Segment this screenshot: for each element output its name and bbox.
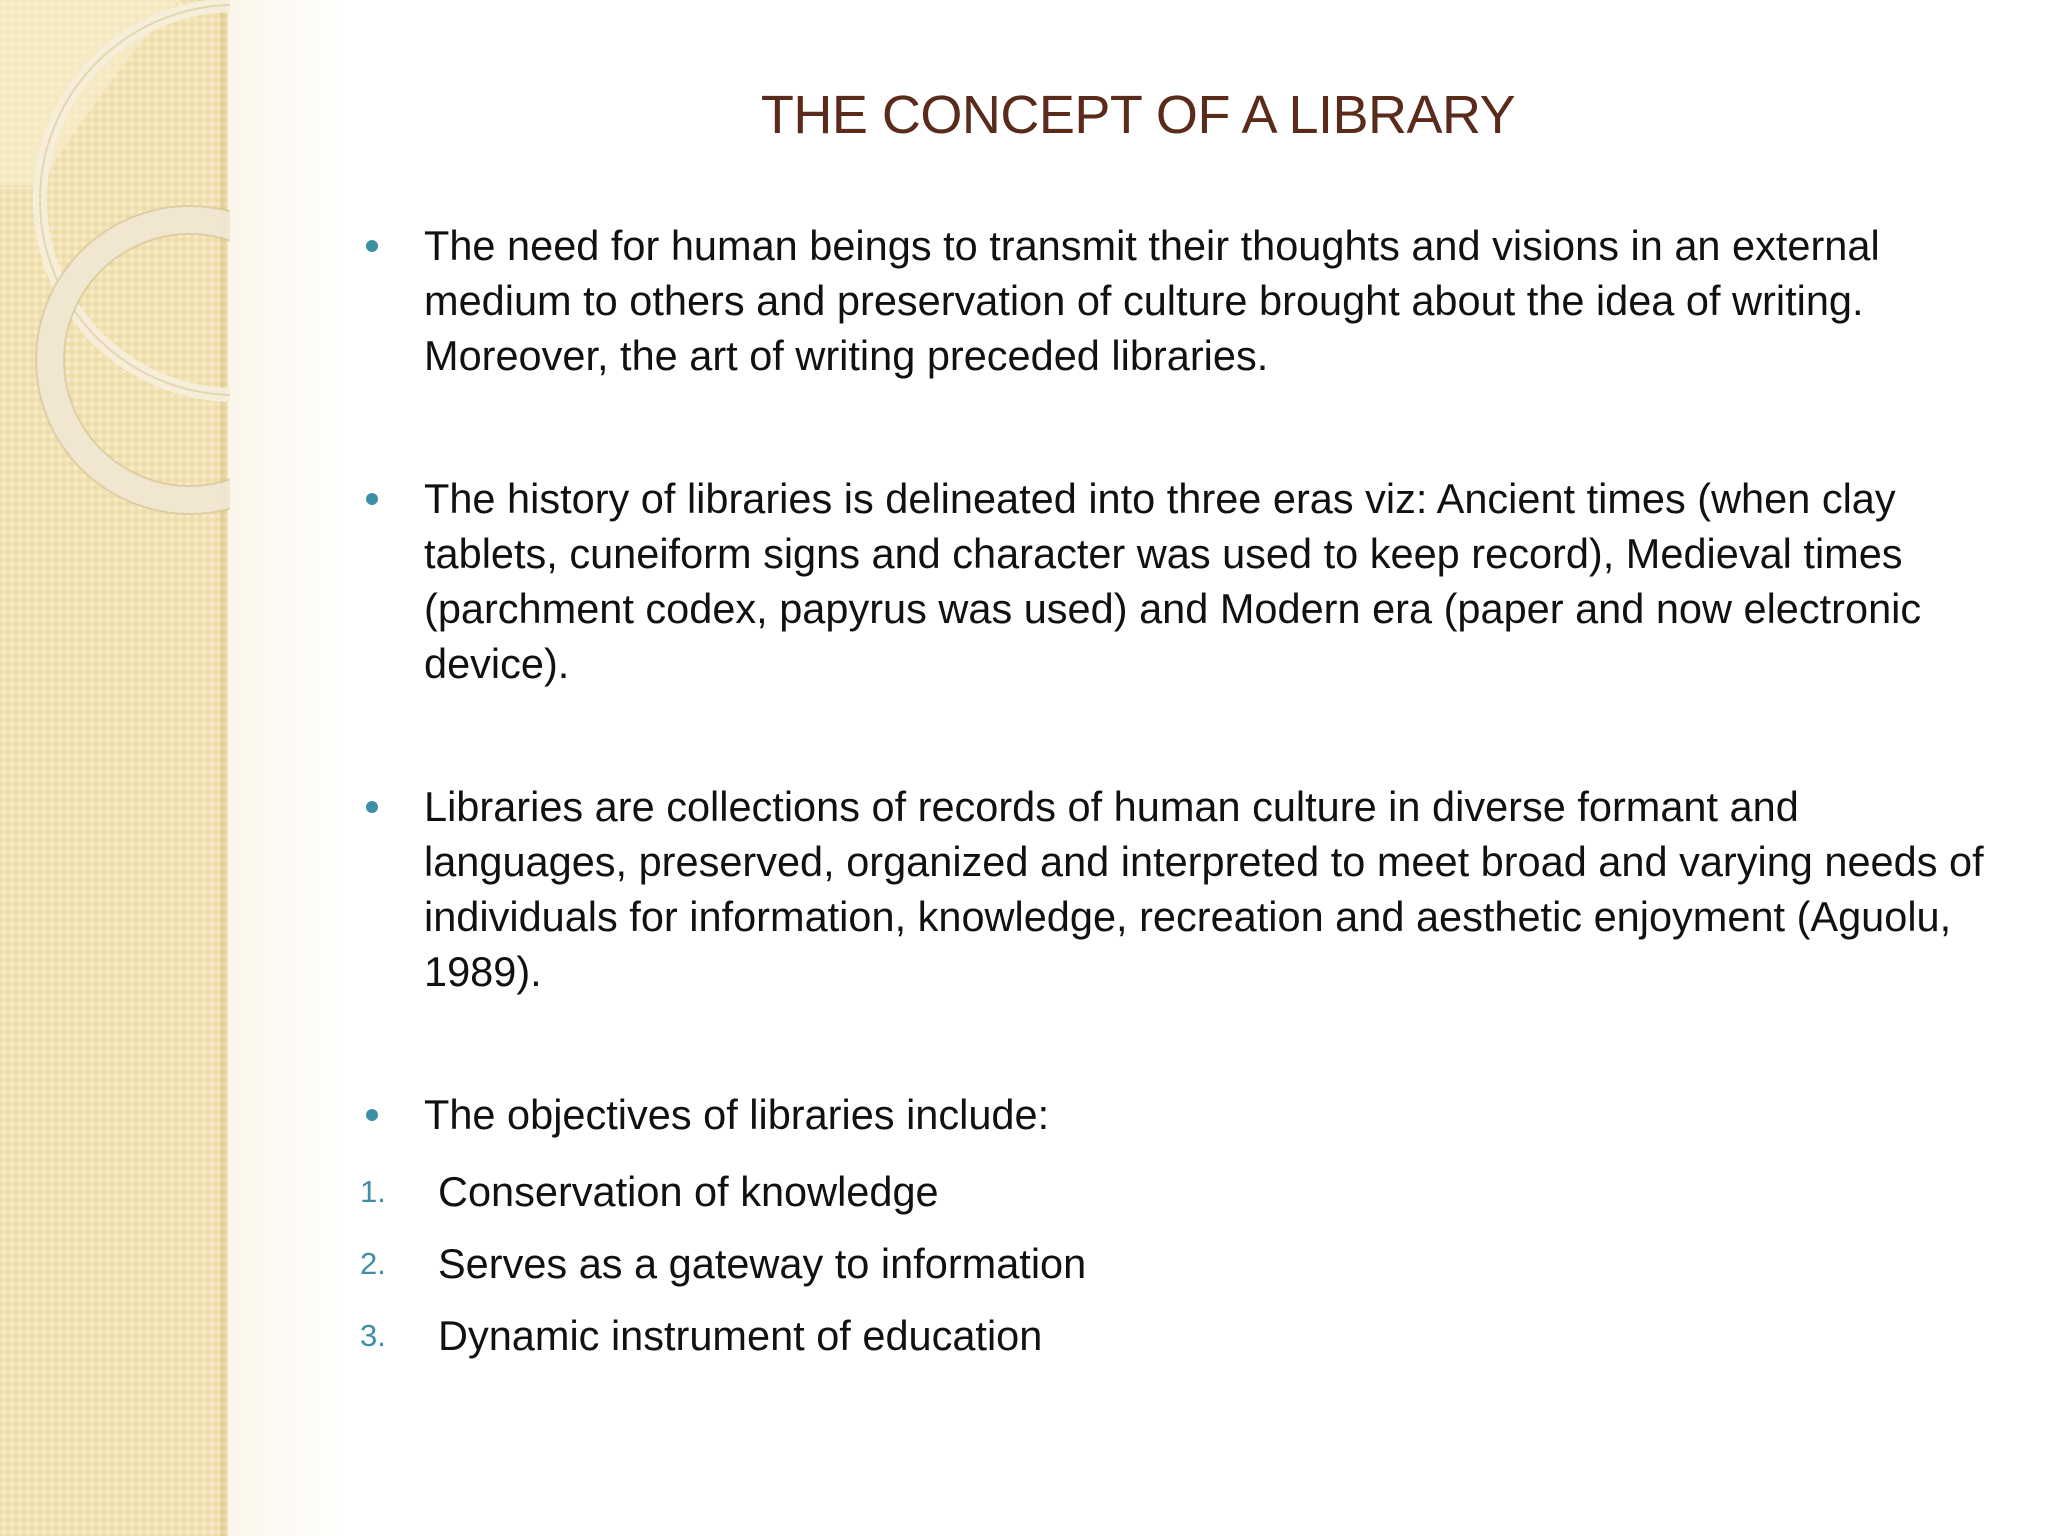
bullet-writing — [360, 218, 2000, 383]
bullet-history — [360, 471, 2000, 691]
slide-title: THE CONCEPT OF A LIBRARY — [760, 85, 1516, 145]
objective-item — [360, 1300, 2000, 1372]
bullet-dot-icon — [366, 801, 378, 813]
objective-item — [360, 1228, 2000, 1300]
bullet-text: The need for human beings to transmit their thoughts and visions in an external medium to others and preservation of culture brought about the idea of writing. Moreover, the art of writing preceded libraries. — [424, 222, 1880, 379]
bullet-text: Libraries are collections of records of human culture in diverse formant and languages, preserved, organized and interpreted to meet broad and varying needs of individuals for information, knowledge, recreation and aesthetic enjoyment (Aguolu, 1989). — [424, 783, 1984, 995]
bullet-dot-icon — [366, 1109, 378, 1121]
list-number: 1. — [360, 1174, 386, 1209]
bullet-objectives — [360, 1087, 2000, 1142]
objective-text: Conservation of knowledge — [438, 1168, 939, 1215]
objectives-list — [360, 1156, 2000, 1372]
bullet-definition — [360, 779, 2000, 999]
objective-text: Dynamic instrument of education — [438, 1312, 1043, 1359]
bullet-text: The objectives of libraries include: — [424, 1091, 1050, 1138]
bullet-dot-icon — [366, 240, 378, 252]
background-fade — [228, 0, 348, 1536]
objective-item — [360, 1156, 2000, 1228]
list-number: 2. — [360, 1246, 386, 1281]
slide-body — [360, 218, 2000, 1372]
objective-text: Serves as a gateway to information — [438, 1240, 1087, 1287]
decorative-rings-graphic — [0, 0, 230, 520]
bullet-text: The history of libraries is delineated into three eras viz: Ancient times (when clay tablets, cuneiform signs and character was used to keep record), Medieval times (parchment codex, papyrus was used) and Modern era (paper and now electronic device). — [424, 475, 1922, 687]
bullet-dot-icon — [366, 493, 378, 505]
list-number: 3. — [360, 1318, 386, 1353]
